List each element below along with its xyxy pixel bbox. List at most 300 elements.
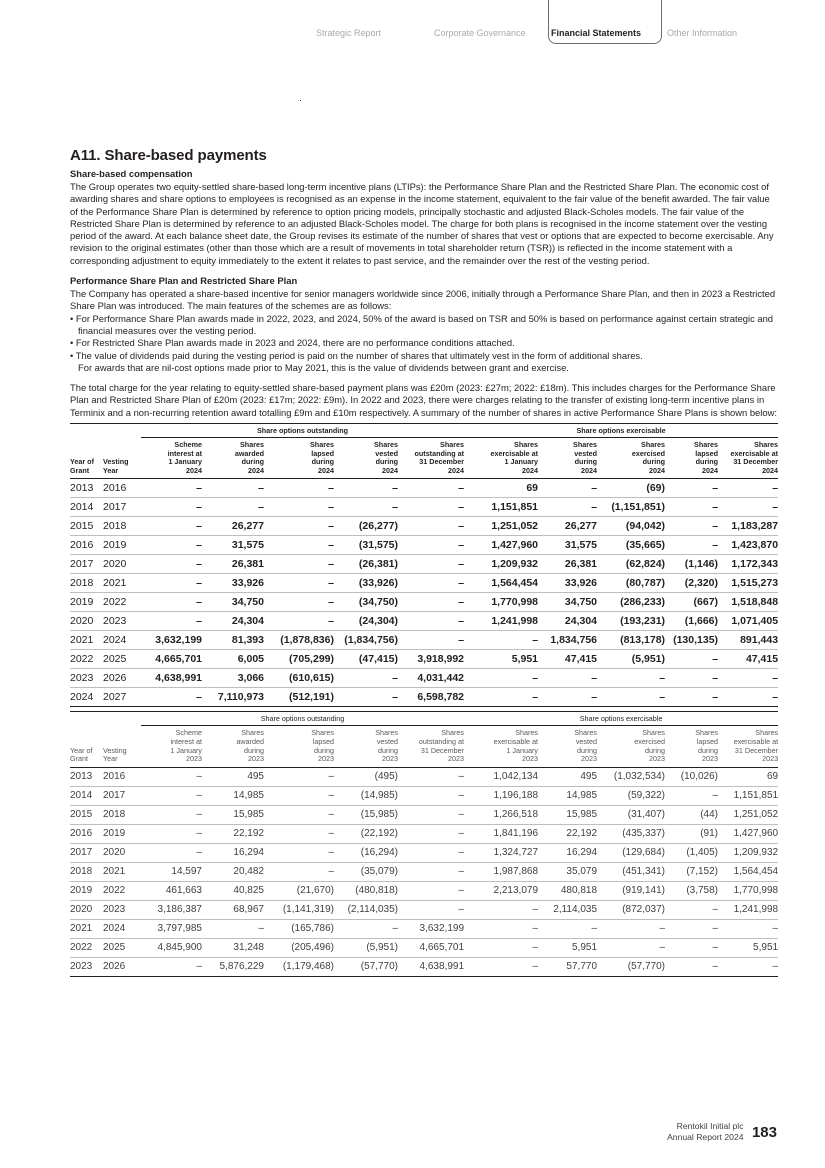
- cell-grant-year: 2015: [70, 805, 103, 824]
- cell-value: 461,663: [141, 881, 202, 900]
- cell-value: 81,393: [202, 631, 264, 650]
- cell-vesting-year: 2023: [103, 612, 141, 631]
- cell-value: –: [464, 900, 538, 919]
- cell-vesting-year: 2021: [103, 574, 141, 593]
- table-row: [70, 900, 778, 919]
- cell-value: (435,337): [597, 824, 665, 843]
- column-header: [70, 438, 103, 479]
- cell-value: (813,178): [597, 631, 665, 650]
- header-line: 2024: [448, 465, 465, 475]
- cell-value: 1,266,518: [464, 805, 538, 824]
- cell-value: –: [334, 669, 398, 688]
- section-share-based-compensation: [70, 168, 778, 267]
- cell-vesting-year: 2026: [103, 957, 141, 976]
- header-line: Year: [103, 465, 119, 475]
- header-line: lapsed: [311, 448, 334, 458]
- header-line: interest at: [170, 737, 202, 747]
- cell-value: –: [597, 669, 665, 688]
- header-line: Shares: [754, 440, 779, 450]
- cell-value: 57,770: [538, 957, 597, 976]
- cell-value: 3,797,985: [141, 919, 202, 938]
- top-navigation: [0, 0, 825, 48]
- cell-value: (1,405): [665, 843, 718, 862]
- header-line: vested: [575, 737, 598, 747]
- cell-value: –: [334, 919, 398, 938]
- cell-value: 1,151,851: [718, 786, 778, 805]
- cell-value: –: [141, 843, 202, 862]
- header-line: exercised: [634, 737, 666, 747]
- header-line: vested: [375, 448, 398, 458]
- cell-value: 47,415: [718, 650, 778, 669]
- cell-value: 1,209,932: [718, 843, 778, 862]
- header-line: Shares: [375, 728, 398, 738]
- cell-value: –: [264, 612, 334, 631]
- header-line: exercisable at: [733, 737, 779, 747]
- cell-value: –: [665, 900, 718, 919]
- cell-value: 4,031,442: [398, 669, 464, 688]
- cell-value: 6,598,782: [398, 688, 464, 707]
- cell-value: 1,564,454: [718, 862, 778, 881]
- cell-vesting-year: 2019: [103, 536, 141, 555]
- table-row: [70, 805, 778, 824]
- cell-value: (31,407): [597, 805, 665, 824]
- cell-value: (1,032,534): [597, 767, 665, 786]
- header-line: 2023: [448, 754, 465, 764]
- cell-value: 24,304: [538, 612, 597, 631]
- cell-value: –: [398, 498, 464, 517]
- cell-value: –: [665, 786, 718, 805]
- header-line: Shares: [755, 728, 779, 738]
- header-line: 1 January: [170, 745, 202, 755]
- column-header: [718, 726, 778, 767]
- column-header: [665, 438, 718, 479]
- cell-value: –: [665, 938, 718, 957]
- cell-grant-year: 2021: [70, 919, 103, 938]
- table-row: [70, 881, 778, 900]
- nav-tab-financial-statements[interactable]: Financial Statements: [551, 28, 642, 38]
- cell-value: 3,066: [202, 669, 264, 688]
- cell-value: –: [141, 612, 202, 631]
- cell-vesting-year: 2026: [103, 669, 141, 688]
- cell-value: –: [665, 669, 718, 688]
- cell-value: (69): [597, 479, 665, 498]
- cell-value: 20,482: [202, 862, 264, 881]
- cell-value: –: [398, 631, 464, 650]
- header-line: vested: [376, 737, 398, 747]
- cell-value: –: [597, 938, 665, 957]
- column-header: [398, 726, 464, 767]
- header-line: interest at: [167, 448, 202, 458]
- cell-value: –: [334, 688, 398, 707]
- cell-value: (26,381): [334, 555, 398, 574]
- cell-vesting-year: 2016: [103, 479, 141, 498]
- cell-value: –: [398, 574, 464, 593]
- header-line: Shares: [574, 728, 598, 738]
- header-line: 2023: [762, 754, 779, 764]
- cell-value: –: [718, 498, 778, 517]
- column-header: [334, 438, 398, 479]
- cell-value: –: [665, 957, 718, 976]
- cell-value: –: [665, 919, 718, 938]
- cell-value: 1,042,134: [464, 767, 538, 786]
- cell-value: 3,632,199: [398, 919, 464, 938]
- cell-grant-year: 2021: [70, 631, 103, 650]
- table-row: [70, 843, 778, 862]
- nav-tab-corporate-governance[interactable]: Corporate Governance: [434, 28, 526, 38]
- cell-value: –: [597, 688, 665, 707]
- cell-value: 35,079: [538, 862, 597, 881]
- column-header: [597, 438, 665, 479]
- cell-grant-year: 2017: [70, 555, 103, 574]
- cell-value: 4,638,991: [141, 669, 202, 688]
- table-body: [70, 479, 778, 707]
- header-line: during: [574, 457, 598, 467]
- cell-value: –: [264, 498, 334, 517]
- header-line: Scheme: [174, 440, 202, 450]
- cell-value: –: [538, 498, 597, 517]
- header-line: vested: [574, 448, 598, 458]
- table-row: [70, 938, 778, 957]
- cell-value: –: [141, 688, 202, 707]
- header-line: Shares: [694, 440, 719, 450]
- table-row: [70, 957, 778, 976]
- cell-value: 6,005: [202, 650, 264, 669]
- cell-vesting-year: 2016: [103, 767, 141, 786]
- main-content: [70, 147, 778, 977]
- column-header: [538, 438, 597, 479]
- header-line: Shares: [311, 728, 334, 738]
- column-header: [264, 438, 334, 479]
- cell-value: 14,985: [202, 786, 264, 805]
- cell-value: –: [398, 555, 464, 574]
- cell-grant-year: 2013: [70, 479, 103, 498]
- section-body: The Group operates two equity-settled share-based long-term incentive plans (LTIPs): the Performance Share Plan and the Restricted Share Plan. The economic cost of awarding shares and share options to employees is recognised as an expense in the income statement, equivalent to the fair value of the benefit awarded. The fair value of the Performance Share Plan is determined by reference to option pricing models, principally stochastic and adjusted Black-Scholes models. The fair value of the Restricted Share Plan is determined by reference to an adjusted Black-Scholes model. The charge for both plans is recognised in the income statement over the vesting period of the award. At each balance sheet date, the Group revises its estimate of the number of shares that vest or options that are expected to become exercisable. Any revision to the original estimates (other than those which are a result of movements in total shareholder return (TSR)) is reflected in the income statement with a corresponding adjustment to equity immediately to the extent it relates to past service, and the remainder over the rest of the vesting period.: [70, 181, 774, 266]
- cell-value: (57,770): [597, 957, 665, 976]
- cell-value: 1,241,998: [718, 900, 778, 919]
- cell-value: (31,575): [334, 536, 398, 555]
- cell-value: 26,277: [538, 517, 597, 536]
- cell-value: 4,845,900: [141, 938, 202, 957]
- cell-value: 22,192: [538, 824, 597, 843]
- cell-value: –: [597, 919, 665, 938]
- cell-value: 5,951: [464, 650, 538, 669]
- cell-value: 26,381: [538, 555, 597, 574]
- header-line: Year of: [70, 745, 93, 755]
- cell-grant-year: 2017: [70, 843, 103, 862]
- header-line: 2024: [186, 465, 202, 475]
- cell-value: –: [538, 919, 597, 938]
- cell-vesting-year: 2018: [103, 517, 141, 536]
- cell-value: 1,172,343: [718, 555, 778, 574]
- cell-value: –: [141, 555, 202, 574]
- list-item: • For Restricted Share Plan awards made in 2023 and 2024, there are no performance conditions attached.: [70, 337, 515, 349]
- column-header: [141, 438, 202, 479]
- cell-value: –: [334, 479, 398, 498]
- cell-vesting-year: 2020: [103, 843, 141, 862]
- header-line: Grant: [70, 465, 90, 475]
- cell-grant-year: 2023: [70, 957, 103, 976]
- header-line: 1 January: [506, 745, 539, 755]
- header-line: during: [241, 457, 264, 467]
- cell-value: 2,213,079: [464, 881, 538, 900]
- cell-value: –: [398, 900, 464, 919]
- cell-vesting-year: 2023: [103, 900, 141, 919]
- cell-value: 26,277: [202, 517, 264, 536]
- cell-value: (610,615): [264, 669, 334, 688]
- cell-value: (2,320): [665, 574, 718, 593]
- table-row: [70, 824, 778, 843]
- header-line: 31 December: [733, 457, 779, 467]
- section-heading: Performance Share Plan and Restricted Share Plan: [70, 275, 298, 287]
- cell-value: (165,786): [264, 919, 334, 938]
- cell-value: –: [398, 612, 464, 631]
- cell-value: –: [464, 631, 538, 650]
- header-line: Shares: [573, 440, 598, 450]
- cell-value: –: [464, 938, 538, 957]
- cell-value: 1,770,998: [718, 881, 778, 900]
- cell-value: –: [264, 593, 334, 612]
- header-line: lapsed: [695, 448, 719, 458]
- cell-value: –: [141, 824, 202, 843]
- cell-value: (10,026): [665, 767, 718, 786]
- cell-value: –: [264, 843, 334, 862]
- cell-value: (512,191): [264, 688, 334, 707]
- cell-grant-year: 2013: [70, 767, 103, 786]
- cell-value: (14,985): [334, 786, 398, 805]
- header-line: Shares: [374, 440, 398, 450]
- cell-value: –: [398, 517, 464, 536]
- cell-value: –: [665, 498, 718, 517]
- table-row: [70, 498, 778, 517]
- cell-value: (130,135): [665, 631, 718, 650]
- cell-grant-year: 2014: [70, 786, 103, 805]
- cell-grant-year: 2018: [70, 862, 103, 881]
- cell-value: –: [141, 593, 202, 612]
- cell-vesting-year: 2022: [103, 881, 141, 900]
- header-line: outstanding at: [418, 737, 465, 747]
- header-line: 2024: [649, 465, 666, 475]
- cell-value: 1,427,960: [718, 824, 778, 843]
- column-header: [464, 438, 538, 479]
- cell-value: 4,638,991: [398, 957, 464, 976]
- cell-value: 34,750: [538, 593, 597, 612]
- header-line: 2024: [382, 465, 398, 475]
- cell-value: (47,415): [334, 650, 398, 669]
- cell-value: (44): [665, 805, 718, 824]
- cell-grant-year: 2014: [70, 498, 103, 517]
- cell-value: 16,294: [202, 843, 264, 862]
- cell-value: 1,183,287: [718, 517, 778, 536]
- cell-value: 1,151,851: [464, 498, 538, 517]
- table-body: [70, 767, 778, 976]
- cell-value: 5,876,229: [202, 957, 264, 976]
- cell-value: (1,834,756): [334, 631, 398, 650]
- cell-value: (21,670): [264, 881, 334, 900]
- cell-value: –: [141, 767, 202, 786]
- table-row: [70, 650, 778, 669]
- cell-vesting-year: 2017: [103, 498, 141, 517]
- section-intro: The Company has operated a share-based incentive for senior managers worldwide since 2006, initially through a Performance Share Plan, and then in 2023 a Restricted Share Plan was introduced. The main features of the schemes are as follows:: [70, 288, 776, 312]
- cell-value: (91): [665, 824, 718, 843]
- header-line: 2023: [382, 754, 398, 764]
- features-list: [70, 313, 778, 362]
- share-plan-table-2024: [70, 423, 778, 707]
- cell-value: 1,987,868: [464, 862, 538, 881]
- cell-value: –: [398, 805, 464, 824]
- header-line: Shares: [240, 440, 264, 450]
- cell-value: (1,151,851): [597, 498, 665, 517]
- cell-value: 495: [538, 767, 597, 786]
- header-line: 31 December: [419, 457, 465, 467]
- header-line: 2023: [702, 754, 719, 764]
- header-line: Shares: [441, 728, 465, 738]
- table-row: [70, 555, 778, 574]
- table-row: [70, 669, 778, 688]
- cell-grant-year: 2015: [70, 517, 103, 536]
- cell-value: 40,825: [202, 881, 264, 900]
- column-header: [202, 726, 264, 767]
- column-header: [103, 726, 141, 767]
- cell-value: 47,415: [538, 650, 597, 669]
- cell-value: (35,665): [597, 536, 665, 555]
- cell-value: (94,042): [597, 517, 665, 536]
- table-row: [70, 574, 778, 593]
- cell-vesting-year: 2018: [103, 805, 141, 824]
- cell-value: –: [398, 843, 464, 862]
- table-row: [70, 767, 778, 786]
- cell-value: (3,758): [665, 881, 718, 900]
- cell-value: –: [264, 536, 334, 555]
- cell-value: 3,186,387: [141, 900, 202, 919]
- header-line: 2024: [318, 465, 334, 475]
- cell-value: (34,750): [334, 593, 398, 612]
- header-line: 2023: [318, 754, 334, 764]
- header-line: Vesting: [103, 745, 127, 755]
- cell-value: 1,209,932: [464, 555, 538, 574]
- cell-value: (59,322): [597, 786, 665, 805]
- cell-value: 3,918,992: [398, 650, 464, 669]
- header-line: Shares: [695, 728, 719, 738]
- table-group-header: [70, 424, 778, 438]
- cell-value: (667): [665, 593, 718, 612]
- share-plan-table-2023: [70, 711, 778, 976]
- cell-value: –: [398, 862, 464, 881]
- column-header: [141, 726, 202, 767]
- cell-value: 1,241,998: [464, 612, 538, 631]
- cell-value: 33,926: [538, 574, 597, 593]
- cell-value: –: [202, 479, 264, 498]
- cell-value: –: [464, 957, 538, 976]
- cell-value: 69: [464, 479, 538, 498]
- cell-value: 2,114,035: [538, 900, 597, 919]
- cell-value: (286,233): [597, 593, 665, 612]
- cell-value: 24,304: [202, 612, 264, 631]
- cell-value: (1,179,468): [264, 957, 334, 976]
- header-line: during: [695, 457, 719, 467]
- cell-value: (1,666): [665, 612, 718, 631]
- cell-value: (24,304): [334, 612, 398, 631]
- cell-value: 4,665,701: [141, 650, 202, 669]
- nav-tab-strategic-report[interactable]: Strategic Report: [316, 28, 382, 38]
- cell-value: (1,141,319): [264, 900, 334, 919]
- cell-value: (2,114,035): [334, 900, 398, 919]
- cell-value: (193,231): [597, 612, 665, 631]
- header-line: 31 December: [734, 745, 779, 755]
- header-line: during: [244, 745, 264, 755]
- header-line: Shares: [310, 440, 334, 450]
- header-line: 2023: [581, 754, 598, 764]
- header-line: Scheme: [175, 728, 202, 738]
- header-line: Shares: [440, 440, 465, 450]
- cell-value: –: [334, 498, 398, 517]
- nav-tab-other-information[interactable]: Other Information: [667, 28, 738, 38]
- section-heading: Share-based compensation: [70, 168, 193, 179]
- cell-grant-year: 2022: [70, 650, 103, 669]
- header-line: 2024: [702, 465, 719, 475]
- cell-value: –: [264, 786, 334, 805]
- cell-value: –: [718, 919, 778, 938]
- cell-value: –: [141, 498, 202, 517]
- cell-value: (26,277): [334, 517, 398, 536]
- header-line: Shares: [515, 728, 539, 738]
- column-header: [665, 726, 718, 767]
- column-header: [103, 438, 141, 479]
- cell-vesting-year: 2019: [103, 824, 141, 843]
- column-header: [718, 438, 778, 479]
- page-title: A11. Share-based payments: [70, 147, 267, 164]
- cell-value: –: [665, 688, 718, 707]
- cell-vesting-year: 2024: [103, 631, 141, 650]
- cell-grant-year: 2022: [70, 938, 103, 957]
- header-line: 2024: [522, 465, 539, 475]
- cell-value: –: [398, 881, 464, 900]
- cell-value: 3,632,199: [141, 631, 202, 650]
- cell-vesting-year: 2017: [103, 786, 141, 805]
- page-number: 183: [751, 1124, 777, 1141]
- cell-value: –: [141, 517, 202, 536]
- header-line: 1 January: [504, 457, 539, 467]
- cell-value: –: [398, 593, 464, 612]
- cell-value: –: [718, 669, 778, 688]
- cell-value: –: [202, 919, 264, 938]
- cell-value: 22,192: [202, 824, 264, 843]
- group-label-outstanding: Share options outstanding: [141, 424, 464, 438]
- header-line: 2023: [649, 754, 666, 764]
- cell-value: 1,071,405: [718, 612, 778, 631]
- cell-value: (495): [334, 767, 398, 786]
- cell-vesting-year: 2025: [103, 938, 141, 957]
- table-row: [70, 688, 778, 707]
- cell-value: 31,248: [202, 938, 264, 957]
- cell-value: –: [398, 536, 464, 555]
- header-line: during: [375, 457, 398, 467]
- cell-value: (1,146): [665, 555, 718, 574]
- table-row: [70, 517, 778, 536]
- header-line: during: [314, 745, 334, 755]
- cell-value: –: [264, 767, 334, 786]
- table-row: [70, 593, 778, 612]
- column-header: [70, 726, 103, 767]
- cell-grant-year: 2024: [70, 688, 103, 707]
- header-line: during: [645, 745, 666, 755]
- table-row: [70, 479, 778, 498]
- cell-value: –: [141, 536, 202, 555]
- cell-value: 1,518,848: [718, 593, 778, 612]
- cell-value: (62,824): [597, 555, 665, 574]
- cell-vesting-year: 2024: [103, 919, 141, 938]
- cell-value: 33,926: [202, 574, 264, 593]
- cell-value: 1,841,196: [464, 824, 538, 843]
